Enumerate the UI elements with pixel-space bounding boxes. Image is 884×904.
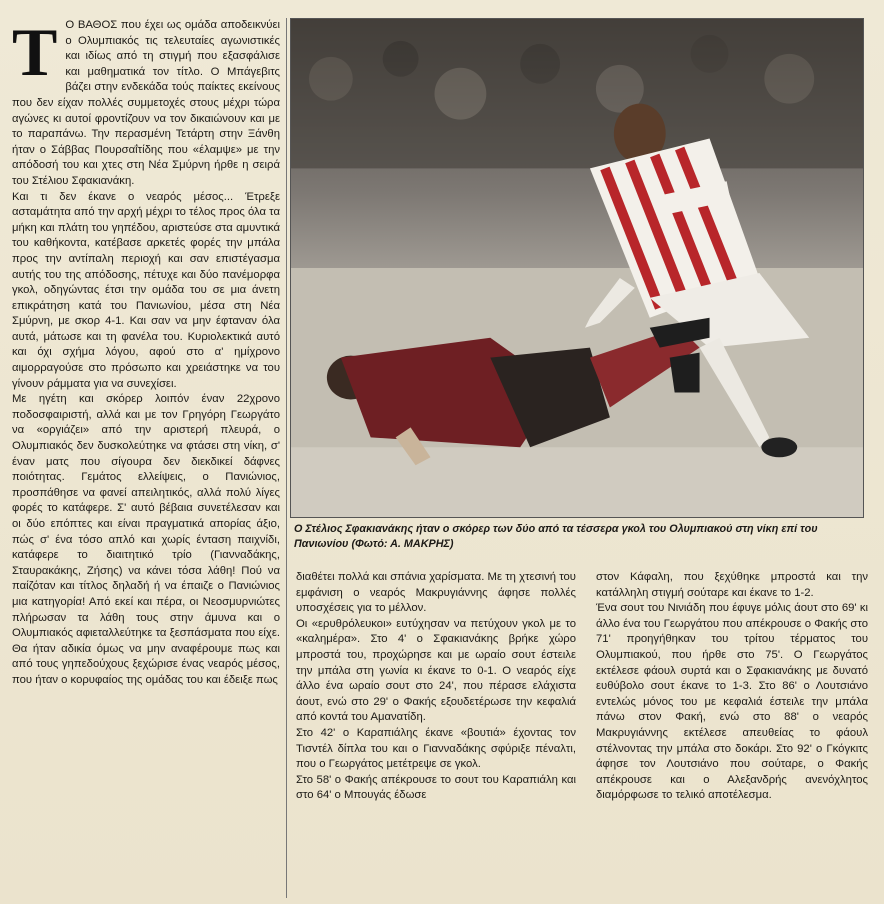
article-paragraph: στον Κάφαλη, που ξεχύθηκε μπροστά και την κατάλληλη στιγμή σούταρε και έκανε το 1-2. xyxy=(596,571,868,599)
article-paragraph: Και τι δεν έκανε ο νεαρός μέσος... Έτρεξε ασταμάτητα από την αρχή μέχρι το τέλος προς όλα τα μήκη και πλάτη του γηπέδου, αριστεύσε στα αμυντικά του καθήκοντα, κατέβασε αρκετές φορές την μπάλα προς την αντίπαλη περιοχή και σαν επιστέγασμα αυτής του της απόδοσης, πέτυχε και δύο πανέμορφα γκολ, οδηγώντας έτσι την ομάδα του σε μια άνετη επικράτηση κατά του Πανιωνίου, μέσα στη Νέα Σμύρνη, με σκορ 4-1. Και σαν να μην έφταναν όλα αυτά, μάτωσε και τη φανέλα του. Κυριολεκτικά αυτό και όχι σχήμα λόγου, αφού στο α' ημίχρονο αιμορραγούσε στο πρόσωπο και χρειάστηκε να του γίνουν ράμματα για να συνεχίσει. xyxy=(12,190,280,390)
article-paragraph: Στο 42' ο Καραπιάλης έκανε «βουτιά» έχοντας τον Τισντέλ δίπλα του και ο Γιανναδάκης σφύριξε πέναλτι, που ο Γεωργάτος μετέτρεψε σε γκολ. xyxy=(296,726,576,771)
drop-cap: Τ xyxy=(12,14,58,90)
article-paragraph: διαθέτει πολλά και σπάνια χαρίσματα. Με τη χτεσινή του εμφάνιση ο νεαρός Μακρυγιάννης άφησε πολλές υποσχέσεις για το μέλλον. xyxy=(296,571,576,615)
photo-caption: Ο Στέλιος Σφακιανάκης ήταν ο σκόρερ των δύο από τα τέσσερα γκολ του Ολυμπιακού στη νίκη επί του Πανιωνίου (Φωτό: Α. ΜΑΚΡΗΣ) xyxy=(294,523,818,550)
article-paragraph: Ο ΒΑΘΟΣ που έχει ως ομάδα αποδεικνύει ο Ολυμπιακός τις τελευταίες αγωνιστικές και ιδίως από τη στιγμή που εξασφάλισε και μαθηματικά τον τίτλο. Ο Μπάγεβιτς βάζει στην ενδεκάδα τούς παίκτες εκείνους που δεν είχαν πολλές συμμετοχές στους μέχρι τώρα αγώνες κι αυτοί φροντίζουν να τον δικαιώνουν και με το παραπάνω. Την περασμένη Τετάρτη στην Ξάνθη ήταν ο Σάββας Πουρσαΐτίδης που «έλαμψε» με την απόδοσή του και χτες στη Νέα Σμύρνη ήρθε η σειρά του Στέλιου Σφακιανάκη. xyxy=(12,19,280,187)
article-right-column xyxy=(596,570,868,804)
article-paragraph: Οι «ερυθρόλευκοι» ευτύχησαν να πετύχουν γκολ με το «καλημέρα». Στο 4' ο Σφακιανάκης βρήκε χώρο μπροστά του, προχώρησε και με ωραίο σουτ έστειλε την μπάλα στη γωνία κι έκανε το 0-1. Ο νεαρός είχε άλλο ένα ωραίο σουτ στο 24', που πέρασε ελάχιστα άουτ, ενώ στο 29' ο Φακής εξουδετέρωσε την κεφαλιά από κοντά του Αμανατίδη. xyxy=(296,617,576,724)
article-paragraph: Στο 58' ο Φακής απέκρουσε το σουτ του Καραπιάλη και στο 64' ο Μπουγάς έδωσε xyxy=(296,773,576,802)
article-paragraph: Ένα σουτ του Νινιάδη που έφυγε μόλις άουτ στο 69' κι άλλο ένα του Γεωργάτου που απέκρουσε ο Φακής στο 71' προηγήθηκαν του τρίτου τέρματος του Ολυμπιακού, που ήρθε στο 75'. Ο Γεωργάτος εκτέλεσε φάουλ συρτά και ο Σφακιανάκης με δυνατό ευθύβολο σουτ έκανε το 1-3. Στο 86' ο Λουτσιάνο εντελώς μόνος του με κεφαλιά έστειλε την μπάλα πάνω στον Φακή, ενώ στο 88' ο νεαρός Μακρυγιάννης εκτέλεσε απευθείας το φάουλ στέλνοντας την μπάλα στο δοκάρι. Στο 92' ο Γκόγκιτς άφησε τον Λουτσιάνο που σούταρε, ο Φακής απέκρουσε και ο Αλεξανδρής ανενόχλητος διαμόρφωσε το τελικό αποτέλεσμα. xyxy=(596,602,868,802)
article-left-column xyxy=(12,14,280,689)
article-middle-column xyxy=(296,570,576,804)
match-photo-illustration xyxy=(291,19,863,517)
match-photo xyxy=(290,18,864,518)
column-divider xyxy=(286,18,287,898)
article-paragraph: Με ηγέτη και σκόρερ λοιπόν έναν 22χρονο ποδοσφαιριστή, αλλά και με τον Γρηγόρη Γεωργάτο να «οργιάζει» από την αριστερή πλευρά, ο Ολυμπιακός δεν δυσκολεύτηκε να φτάσει στη νίκη, σ' έναν ματς που σίγουρα δεν διεκδικεί δάφνες ποιότητας. Γεμάτος ελλείψεις, ο Πανιώνιος, προσπάθησε να φανεί απειλητικός, αλλά πολύ λίγες φορές το κατάφερε. Σ' αυτό βέβαια συνετέλεσαν και οι δύο επόπτες και είναι πραγματικά απορίας άξιο, πώς σ' ένα τόσο απλό και χωρίς ένταση παιχνίδι, κατάφερε το διαιτητικό τρίο (Γιανναδάκης, Σταυρακάκης, Ζήσης) να κάνει τόσα λάθη! Πού να παίζόταν και τίτλος δηλαδή ή να έπαιζε ο Πανιώνιος μια κατηγορία! Από εκεί και πέρα, οι Νεοσμυρνιώτες πλήρωσαν τα λάθη τους στην άμυνα και ο Ολυμπιακός αφιεταλλεύτηκε τα ξεσπάσματα που είχε. Θα ήταν αδικία όμως να μην αναφέρουμε πως και από τους γηπεδούχους ξεχώρισε ένας νεαρός μέσος, που ήταν ο κορυφαίος της ομάδας του και έδειξε πως xyxy=(12,393,280,686)
